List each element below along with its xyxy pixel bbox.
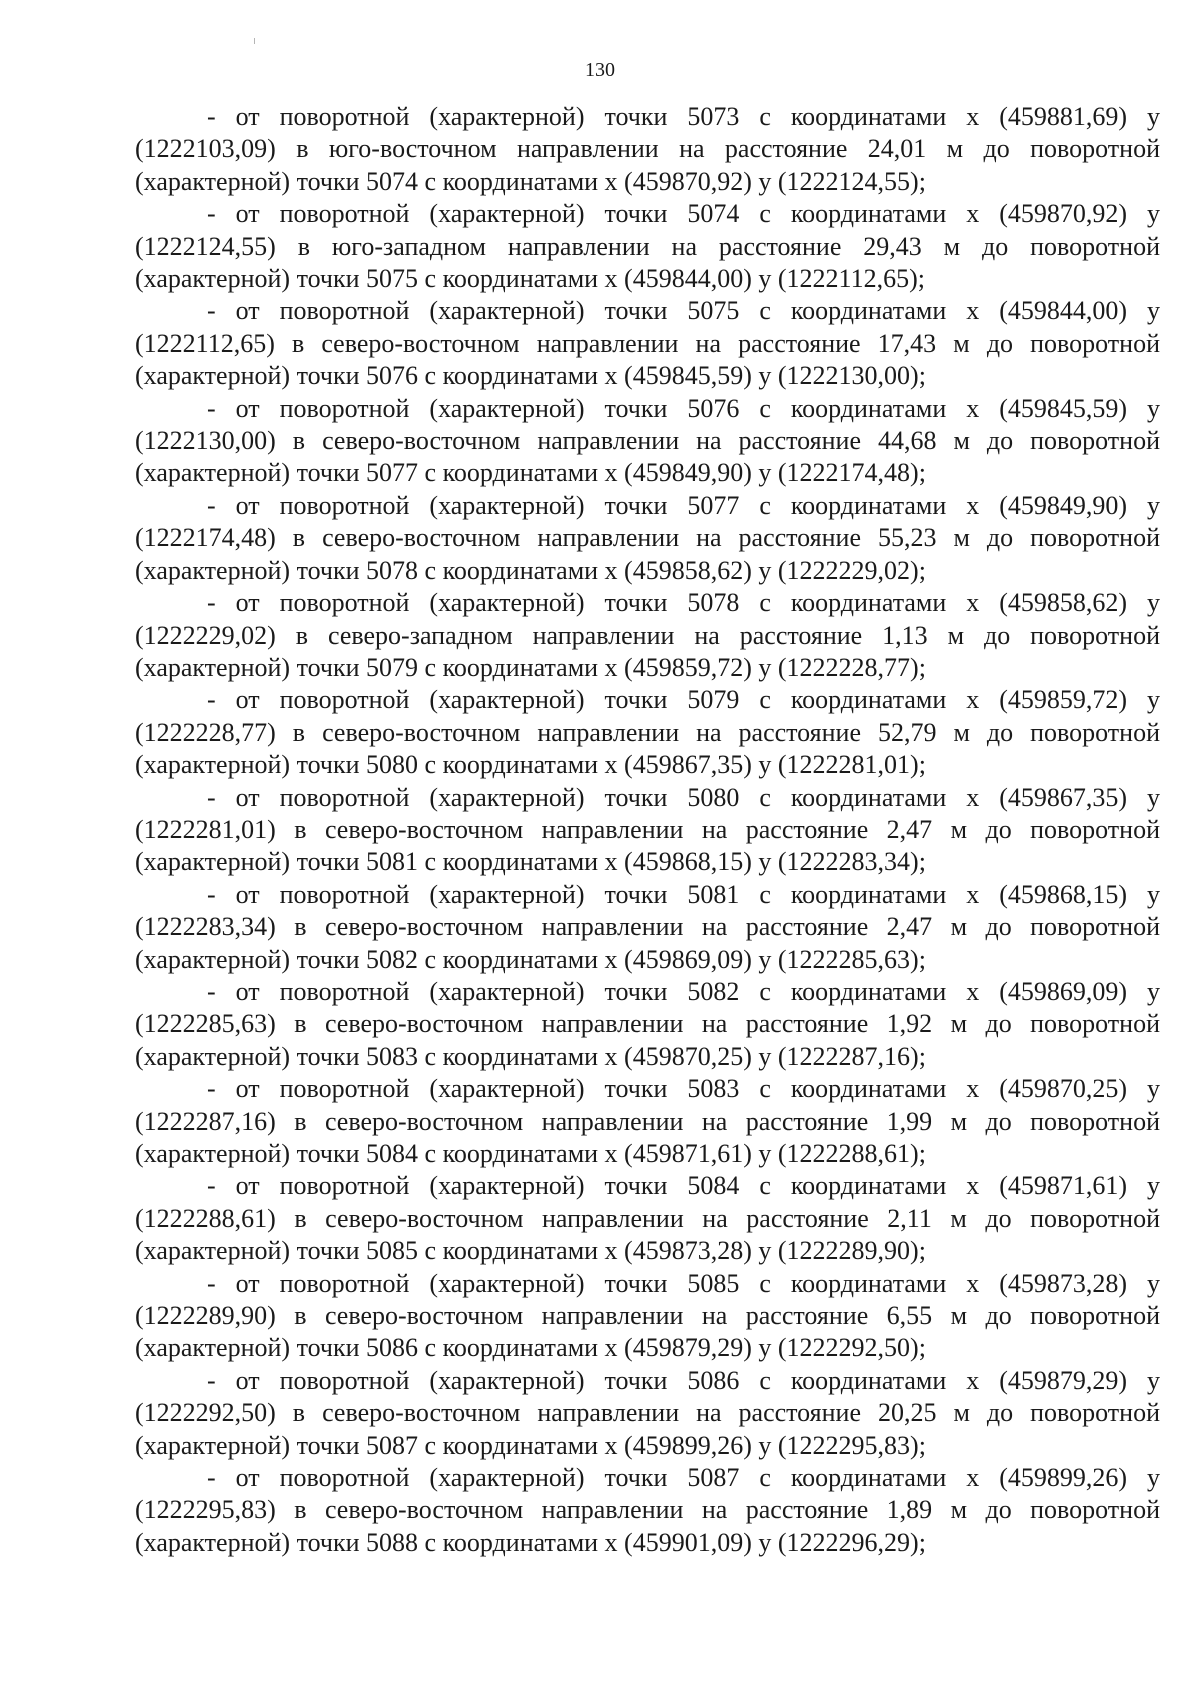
- boundary-segment-5076: - от поворотной (характерной) точки 5076 с координатами x (459845,59) y (1222130,00) в северо-восточном направлении на расстояние 44,68 м до поворотной (характерной) точки 5077 с координатами x (459849,90) y (1222174,48);: [135, 393, 1160, 488]
- boundary-segment-5085: - от поворотной (характерной) точки 5085 с координатами x (459873,28) y (1222289,90) в северо-восточном направлении на расстояние 6,55 м до поворотной (характерной) точки 5086 с координатами x (459879,29) y (1222292,50);: [135, 1268, 1160, 1363]
- boundary-segment-5077: - от поворотной (характерной) точки 5077 с координатами x (459849,90) y (1222174,48) в северо-восточном направлении на расстояние 55,23 м до поворотной (характерной) точки 5078 с координатами x (459858,62) y (1222229,02);: [135, 490, 1160, 585]
- boundary-segment-5080: - от поворотной (характерной) точки 5080 с координатами x (459867,35) y (1222281,01) в северо-восточном направлении на расстояние 2,47 м до поворотной (характерной) точки 5081 с координатами x (459868,15) y (1222283,34);: [135, 782, 1160, 877]
- scan-mark: [254, 38, 255, 44]
- boundary-segment-5084: - от поворотной (характерной) точки 5084 с координатами x (459871,61) y (1222288,61) в северо-восточном направлении на расстояние 2,11 м до поворотной (характерной) точки 5085 с координатами x (459873,28) y (1222289,90);: [135, 1171, 1160, 1266]
- boundary-segment-5086: - от поворотной (характерной) точки 5086 с координатами x (459879,29) y (1222292,50) в северо-восточном направлении на расстояние 20,25 м до поворотной (характерной) точки 5087 с координатами x (459899,26) y (1222295,83);: [135, 1365, 1160, 1460]
- boundary-segment-5079: - от поворотной (характерной) точки 5079 с координатами x (459859,72) y (1222228,77) в северо-восточном направлении на расстояние 52,79 м до поворотной (характерной) точки 5080 с координатами x (459867,35) y (1222281,01);: [135, 685, 1160, 780]
- boundary-segment-5087: - от поворотной (характерной) точки 5087 с координатами x (459899,26) y (1222295,83) в северо-восточном направлении на расстояние 1,89 м до поворотной (характерной) точки 5088 с координатами x (459901,09) y (1222296,29);: [135, 1463, 1160, 1557]
- boundary-segment-5081: - от поворотной (характерной) точки 5081 с координатами x (459868,15) y (1222283,34) в северо-восточном направлении на расстояние 2,47 м до поворотной (характерной) точки 5082 с координатами x (459869,09) y (1222285,63);: [135, 879, 1160, 974]
- boundary-segment-5083: - от поворотной (характерной) точки 5083 с координатами x (459870,25) y (1222287,16) в северо-восточном направлении на расстояние 1,99 м до поворотной (характерной) точки 5084 с координатами x (459871,61) y (1222288,61);: [135, 1074, 1160, 1168]
- boundary-description: [135, 101, 1160, 1559]
- boundary-segment-5082: - от поворотной (характерной) точки 5082 с координатами x (459869,09) y (1222285,63) в северо-восточном направлении на расстояние 1,92 м до поворотной (характерной) точки 5083 с координатами x (459870,25) y (1222287,16);: [135, 976, 1160, 1071]
- boundary-segment-5073: - от поворотной (характерной) точки 5073 с координатами x (459881,69) y (1222103,09) в юго-восточном направлении на расстояние 24,01 м до поворотной (характерной) точки 5074 с координатами x (459870,92) y (1222124,55);: [135, 102, 1160, 196]
- boundary-segment-5075: - от поворотной (характерной) точки 5075 с координатами x (459844,00) y (1222112,65) в северо-восточном направлении на расстояние 17,43 м до поворотной (характерной) точки 5076 с координатами x (459845,59) y (1222130,00);: [135, 296, 1160, 391]
- boundary-segment-5078: - от поворотной (характерной) точки 5078 с координатами x (459858,62) y (1222229,02) в северо-западном направлении на расстояние 1,13 м до поворотной (характерной) точки 5079 с координатами x (459859,72) y (1222228,77);: [135, 588, 1160, 682]
- boundary-segment-5074: - от поворотной (характерной) точки 5074 с координатами x (459870,92) y (1222124,55) в юго-западном направлении на расстояние 29,43 м до поворотной (характерной) точки 5075 с координатами x (459844,00) y (1222112,65);: [135, 199, 1160, 294]
- page-number: 130: [585, 59, 615, 81]
